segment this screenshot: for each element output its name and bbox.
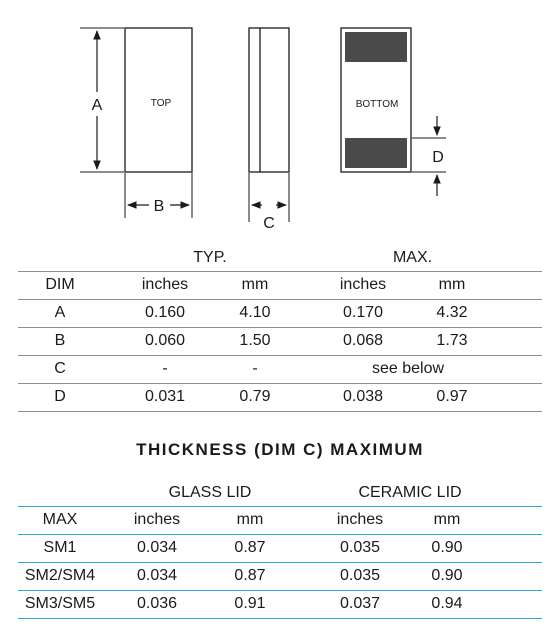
typ-inches-cell: 0.060 — [144, 332, 186, 349]
bottom-view-label: BOTTOM — [355, 99, 399, 110]
glass-mm-cell: 0.87 — [234, 539, 266, 556]
dimension-c — [249, 173, 289, 232]
ceramic-mm-cell: 0.90 — [431, 567, 463, 584]
bottom-view-bottom-pad — [345, 138, 407, 168]
dim-cell: D — [54, 388, 66, 405]
ceramic-inches-cell: 0.037 — [339, 595, 381, 612]
table-bottom-rule — [18, 411, 542, 412]
dim-cell: A — [54, 304, 66, 321]
col-header-glass-inches: inches — [133, 511, 181, 528]
table-row — [0, 383, 560, 411]
ceramic-inches-cell: 0.035 — [339, 567, 381, 584]
max-mm-cell: 4.32 — [436, 304, 468, 321]
typ-mm-cell: 0.79 — [239, 388, 271, 405]
package-outline-drawing — [0, 0, 560, 240]
glass-inches-cell: 0.036 — [136, 595, 178, 612]
col-header-glass-mm: mm — [236, 511, 264, 528]
col-header-typ-mm: mm — [241, 276, 269, 293]
top-view-label: TOP — [150, 98, 172, 109]
dimension-b-label: B — [153, 198, 165, 215]
glass-inches-cell: 0.034 — [136, 567, 178, 584]
table-row — [0, 534, 560, 562]
table-row — [0, 562, 560, 590]
typ-mm-cell: 4.10 — [239, 304, 271, 321]
typ-inches-cell: 0.031 — [144, 388, 186, 405]
top-view — [125, 28, 192, 172]
max-mm-cell: 1.73 — [436, 332, 468, 349]
glass-mm-cell: 0.91 — [234, 595, 266, 612]
glass-lid-group-header: GLASS LID — [168, 484, 252, 501]
max-inches-cell: 0.068 — [342, 332, 384, 349]
model-cell: SM1 — [43, 539, 77, 556]
model-cell: SM2/SM4 — [24, 567, 96, 584]
glass-inches-cell: 0.034 — [136, 539, 178, 556]
col-header-typ-inches: inches — [141, 276, 189, 293]
dimension-c-label: C — [263, 215, 275, 232]
side-view-body — [249, 28, 289, 172]
side-view — [249, 28, 289, 172]
max-see-below-cell: see below — [371, 360, 445, 377]
bottom-view — [341, 28, 411, 172]
dimension-b — [125, 173, 192, 218]
dimension-a-label: A — [91, 97, 103, 114]
col-header-ceramic-mm: mm — [433, 511, 461, 528]
thickness-section-title: THICKNESS (DIM C) MAXIMUM — [136, 440, 424, 459]
col-header-max-inches: inches — [339, 276, 387, 293]
ceramic-lid-group-header: CERAMIC LID — [358, 484, 462, 501]
ceramic-inches-cell: 0.035 — [339, 539, 381, 556]
max-group-header: MAX. — [392, 249, 433, 266]
table-row — [0, 299, 560, 327]
dimension-d-label: D — [432, 149, 444, 166]
col-header-max: MAX — [42, 511, 78, 528]
dim-cell: B — [54, 332, 66, 349]
ceramic-mm-cell: 0.90 — [431, 539, 463, 556]
thickness-table-bottom-rule — [18, 618, 542, 619]
table-row — [0, 590, 560, 618]
typ-mm-cell: 1.50 — [239, 332, 271, 349]
table-header-row — [0, 271, 560, 299]
table-row — [0, 355, 560, 383]
col-header-ceramic-inches: inches — [336, 511, 384, 528]
thickness-header-row — [0, 506, 560, 534]
col-header-max-mm: mm — [438, 276, 466, 293]
max-mm-cell: 0.97 — [436, 388, 468, 405]
dimension-a — [80, 28, 124, 172]
col-header-dim: DIM — [45, 276, 75, 293]
max-inches-cell: 0.170 — [342, 304, 384, 321]
typ-inches-cell: - — [162, 360, 168, 377]
glass-mm-cell: 0.87 — [234, 567, 266, 584]
typ-group-header: TYP. — [193, 249, 227, 266]
dim-cell: C — [54, 360, 66, 377]
table-row — [0, 327, 560, 355]
max-inches-cell: 0.038 — [342, 388, 384, 405]
bottom-view-top-pad — [345, 32, 407, 62]
dimension-d — [412, 116, 446, 196]
model-cell: SM3/SM5 — [24, 595, 96, 612]
typ-inches-cell: 0.160 — [144, 304, 186, 321]
ceramic-mm-cell: 0.94 — [431, 595, 463, 612]
typ-mm-cell: - — [252, 360, 258, 377]
